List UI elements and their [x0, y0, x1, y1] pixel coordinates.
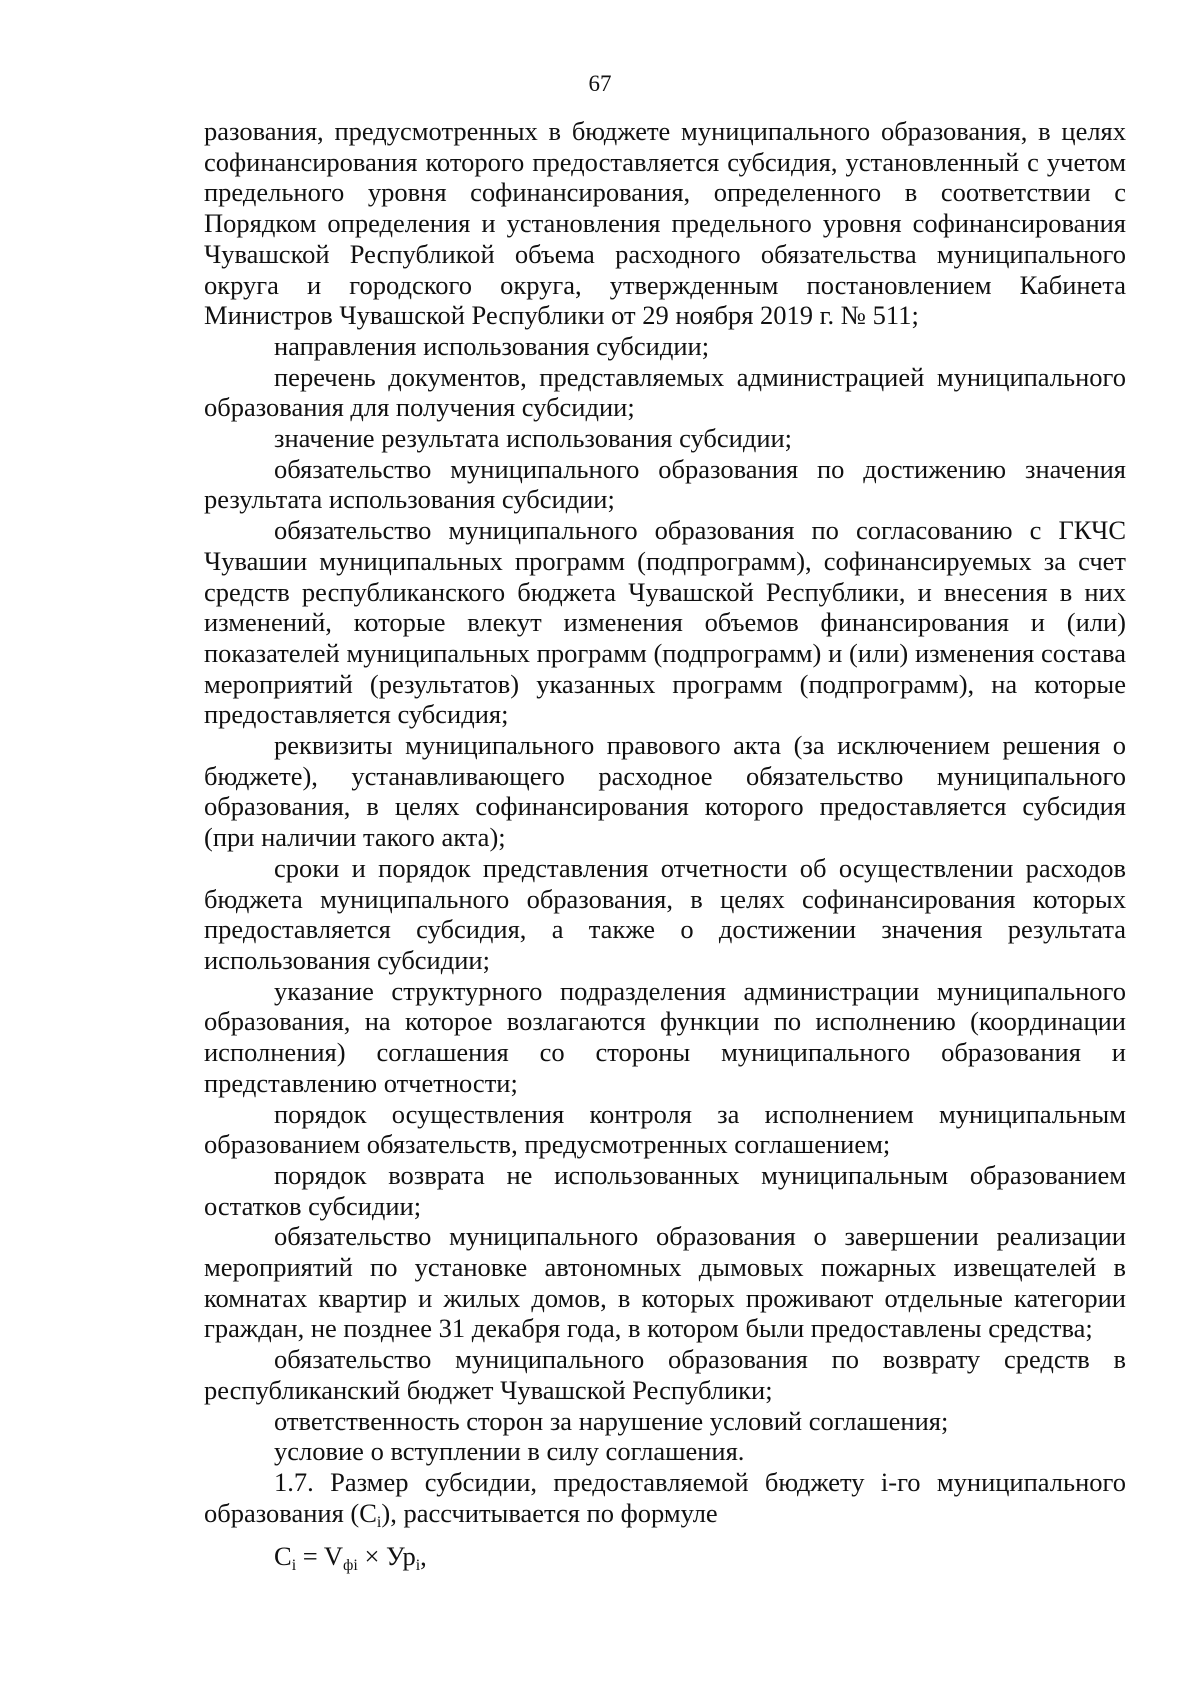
formula-tail: , — [420, 1541, 427, 1571]
paragraph: обязательство муниципального образования о завершении реализации мероприятий по установке автономных дымовых пожарных извещателей в комнатах квартир и жилых домов, в которых проживают отдельные категории граждан, не позднее 31 декабря года, в котором были предоставлены средства; — [204, 1221, 1126, 1344]
paragraph: значение результата использования субсидии; — [274, 423, 793, 454]
clause-1-7 — [204, 1466, 1126, 1531]
paragraph: порядок осуществления контроля за исполнением муниципальным образованием обязательств, предусмотренных соглашением; — [204, 1098, 1126, 1160]
paragraph: направления использования субсидии; — [274, 330, 710, 361]
paragraph: обязательство муниципального образования по согласованию с ГКЧС Чувашии муниципальных программ (подпрограмм), софинансируемых за счет средств республиканского бюджета Чувашской Республики, и внесения в них изменений, которые влекут изменения объемов финансирования и (или) показателей муниципальных программ (подпрограмм) и (или) изменения состава мероприятий (результатов) указанных программ (подпрограмм), на которые предоставляется субсидия; — [204, 515, 1126, 730]
clause-text: 1.7. Размер субсидии, предоставляемой бюджету i-го муниципального образования (С — [204, 1466, 1126, 1528]
clause-subscript: i — [376, 1513, 382, 1531]
formula-lhs: С — [274, 1541, 292, 1571]
formula-equals-v: = V — [296, 1541, 343, 1571]
paragraph: порядок возврата не использованных муниципальным образованием остатков субсидии; — [204, 1159, 1126, 1221]
paragraph: разования, предусмотренных в бюджете муниципального образования, в целях софинансирования которого предоставляется субсидия, установленный с учетом предельного уровня софинансирования, определенного в соответствии с Порядком определения и установления предельного уровня софинансирования Чувашской Республикой объема расходного обязательства муниципального округа и городского округа, утвержденным постановлением Кабинета Министров Чувашской Республики от 29 ноября 2019 г. № 511; — [204, 116, 1126, 331]
paragraph: ответственность сторон за нарушение условий соглашения; — [274, 1405, 949, 1436]
paragraph: перечень документов, представляемых администрацией муниципального образования для получения субсидии; — [204, 361, 1126, 423]
clause-text-tail: ), рассчитывается по формуле — [381, 1497, 718, 1528]
paragraph: обязательство муниципального образования по возврату средств в республиканский бюджет Чувашской Республики; — [204, 1344, 1126, 1405]
paragraph: условие о вступлении в силу соглашения. — [274, 1436, 745, 1467]
paragraph: сроки и порядок представления отчетности об осуществлении расходов бюджета муниципального образования, в целях софинансирования которых предоставляется субсидия, а также о достижении значения результата использования субсидии; — [204, 852, 1126, 975]
formula-lhs-subscript: i — [291, 1557, 297, 1574]
document-body — [204, 116, 1126, 1531]
formula-times-yp: × Ур — [357, 1541, 416, 1571]
formula-yp-subscript: i — [415, 1557, 421, 1574]
formula — [274, 1540, 427, 1572]
formula-v-subscript: фi — [343, 1557, 358, 1574]
paragraph: указание структурного подразделения администрации муниципального образования, на которое возлагаются функции по исполнению (координации исполнения) соглашения со стороны муниципального образования и представлению отчетности; — [204, 975, 1126, 1098]
paragraph: реквизиты муниципального правового акта (за исключением решения о бюджете), устанавливающего расходное обязательство муниципального образования, в целях софинансирования которого предоставляется субсидия (при наличии такого акта); — [204, 730, 1126, 853]
page-number: 67 — [588, 71, 612, 96]
paragraph: обязательство муниципального образования по достижению значения результата использования субсидии; — [204, 453, 1126, 515]
